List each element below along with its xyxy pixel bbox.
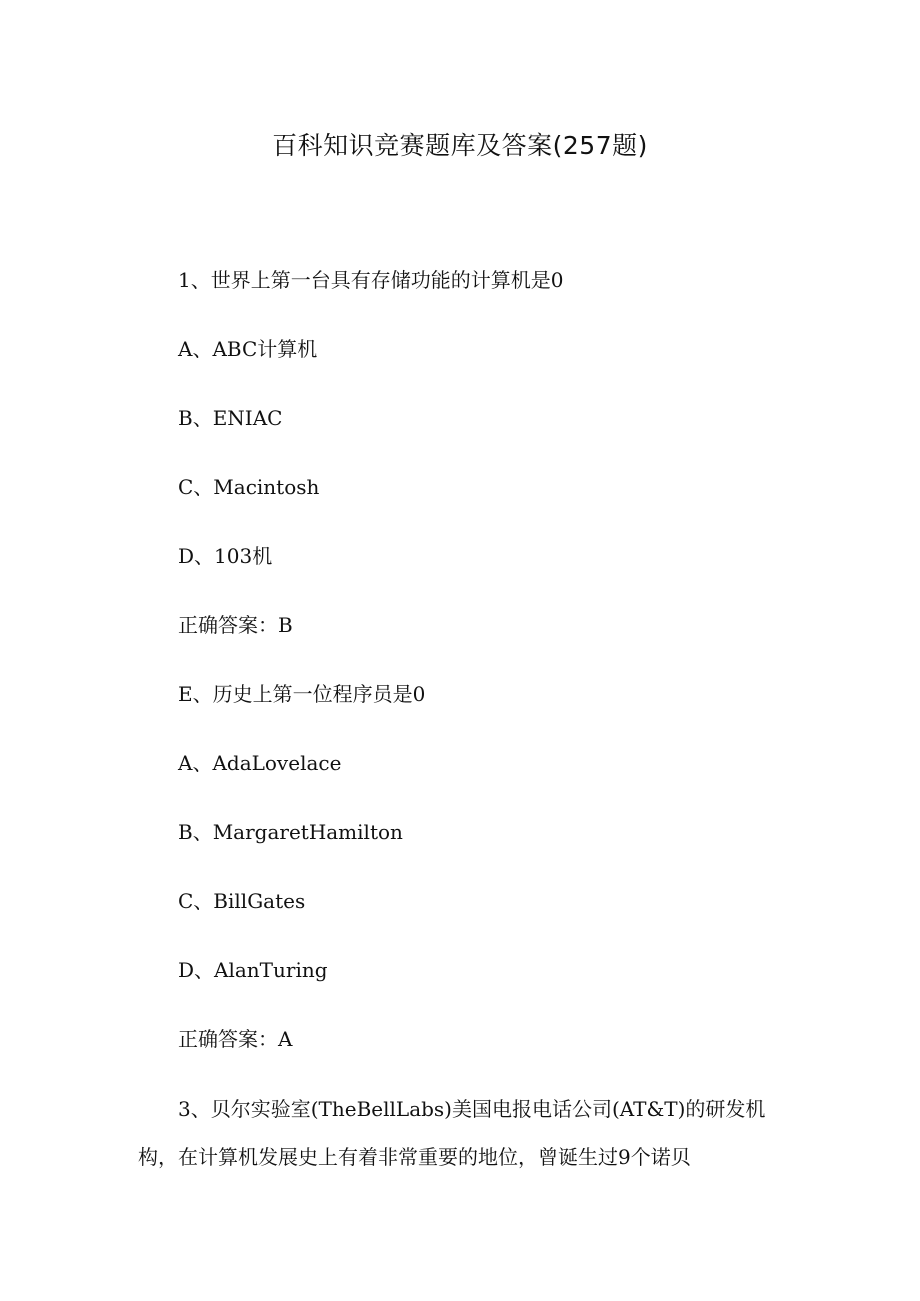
question-3-stem: 3、贝尔实验室(TheBellLabs)美国电报电话公司(AT&T)的研发机构，在计算机发展史上有着非常重要的地位，曾诞生过9个诺贝 <box>138 1097 766 1169</box>
question-1-answer: 正确答案：B <box>178 613 293 637</box>
question-2-option-a: A、AdaLovelace <box>178 751 342 775</box>
question-2-option-b: B、MargaretHamilton <box>178 820 403 844</box>
question-2-option-c: C、BillGates <box>178 889 306 913</box>
document-title: 百科知识竞赛题库及答案(257题) <box>272 131 648 160</box>
question-1-option-b: B、ENIAC <box>178 406 283 430</box>
question-2-stem: E、历史上第一位程序员是0 <box>178 682 426 706</box>
question-2-option-d: D、AlanTuring <box>178 958 328 982</box>
question-2-answer: 正确答案：A <box>178 1027 293 1051</box>
question-1-stem: 1、世界上第一台具有存储功能的计算机是0 <box>178 268 564 292</box>
question-1-option-a: A、ABC计算机 <box>178 337 318 361</box>
question-1-option-c: C、Macintosh <box>178 475 320 499</box>
question-1-option-d: D、103机 <box>178 544 273 568</box>
